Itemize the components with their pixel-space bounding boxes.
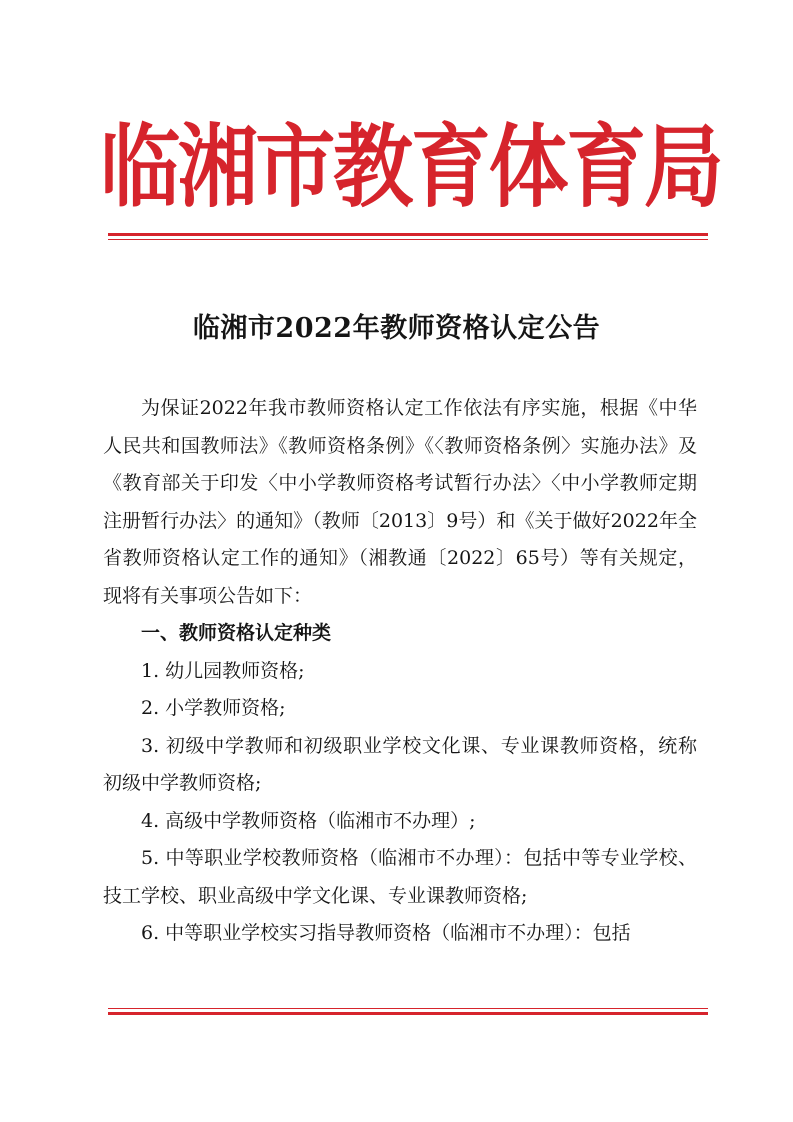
letterhead-divider-thin xyxy=(108,239,708,240)
letterhead-char: 市 xyxy=(255,115,336,220)
footer-divider xyxy=(108,1012,708,1015)
letterhead-divider xyxy=(108,233,708,236)
letterhead-char: 教 xyxy=(333,115,414,220)
list-item: 1. 幼儿园教师资格; xyxy=(141,659,305,682)
letterhead-char: 湘 xyxy=(177,115,258,220)
letterhead-char: 体 xyxy=(488,115,569,220)
list-item: 3. 初级中学教师和初级职业学校文化课、专业课教师资格，统称初级中学教师资格; xyxy=(103,734,697,794)
section-heading: 一、教师资格认定种类 xyxy=(141,622,332,644)
list-item: 6. 中等职业学校实习指导教师资格（临湘市不办理）：包括 xyxy=(141,922,631,944)
letterhead xyxy=(100,112,724,224)
letterhead-char: 育 xyxy=(566,115,647,220)
document-title: 临湘市2022年教师资格认定公告 xyxy=(192,313,601,344)
letterhead-char: 育 xyxy=(410,115,491,220)
document-body xyxy=(103,390,697,953)
list-item: 5. 中等职业学校教师资格（临湘市不办理）：包括中等专业学校、技工学校、职业高级中学文化课、专业课教师资格; xyxy=(103,847,697,907)
intro-paragraph: 为保证2022年我市教师资格认定工作依法有序实施，根据《中华人民共和国教师法》《教师资格条例》《〈教师资格条例〉实施办法》及《教育部关于印发〈中小学教师资格考试暂行办法〉〈中小学教师定期注册暂行办法〉的通知》（教师〔2013〕9号）和《关于做好2022年全省教师资格认定工作的通知》（湘教通〔2022〕65号）等有关规定，现将有关事项公告如下： xyxy=(103,397,697,607)
letterhead-char: 局 xyxy=(643,115,724,220)
footer-divider-thin xyxy=(108,1008,708,1009)
list-item: 2. 小学教师资格; xyxy=(141,697,286,719)
letterhead-char: 临 xyxy=(100,115,180,220)
list-item: 4. 高级中学教师资格（临湘市不办理）; xyxy=(141,809,476,832)
